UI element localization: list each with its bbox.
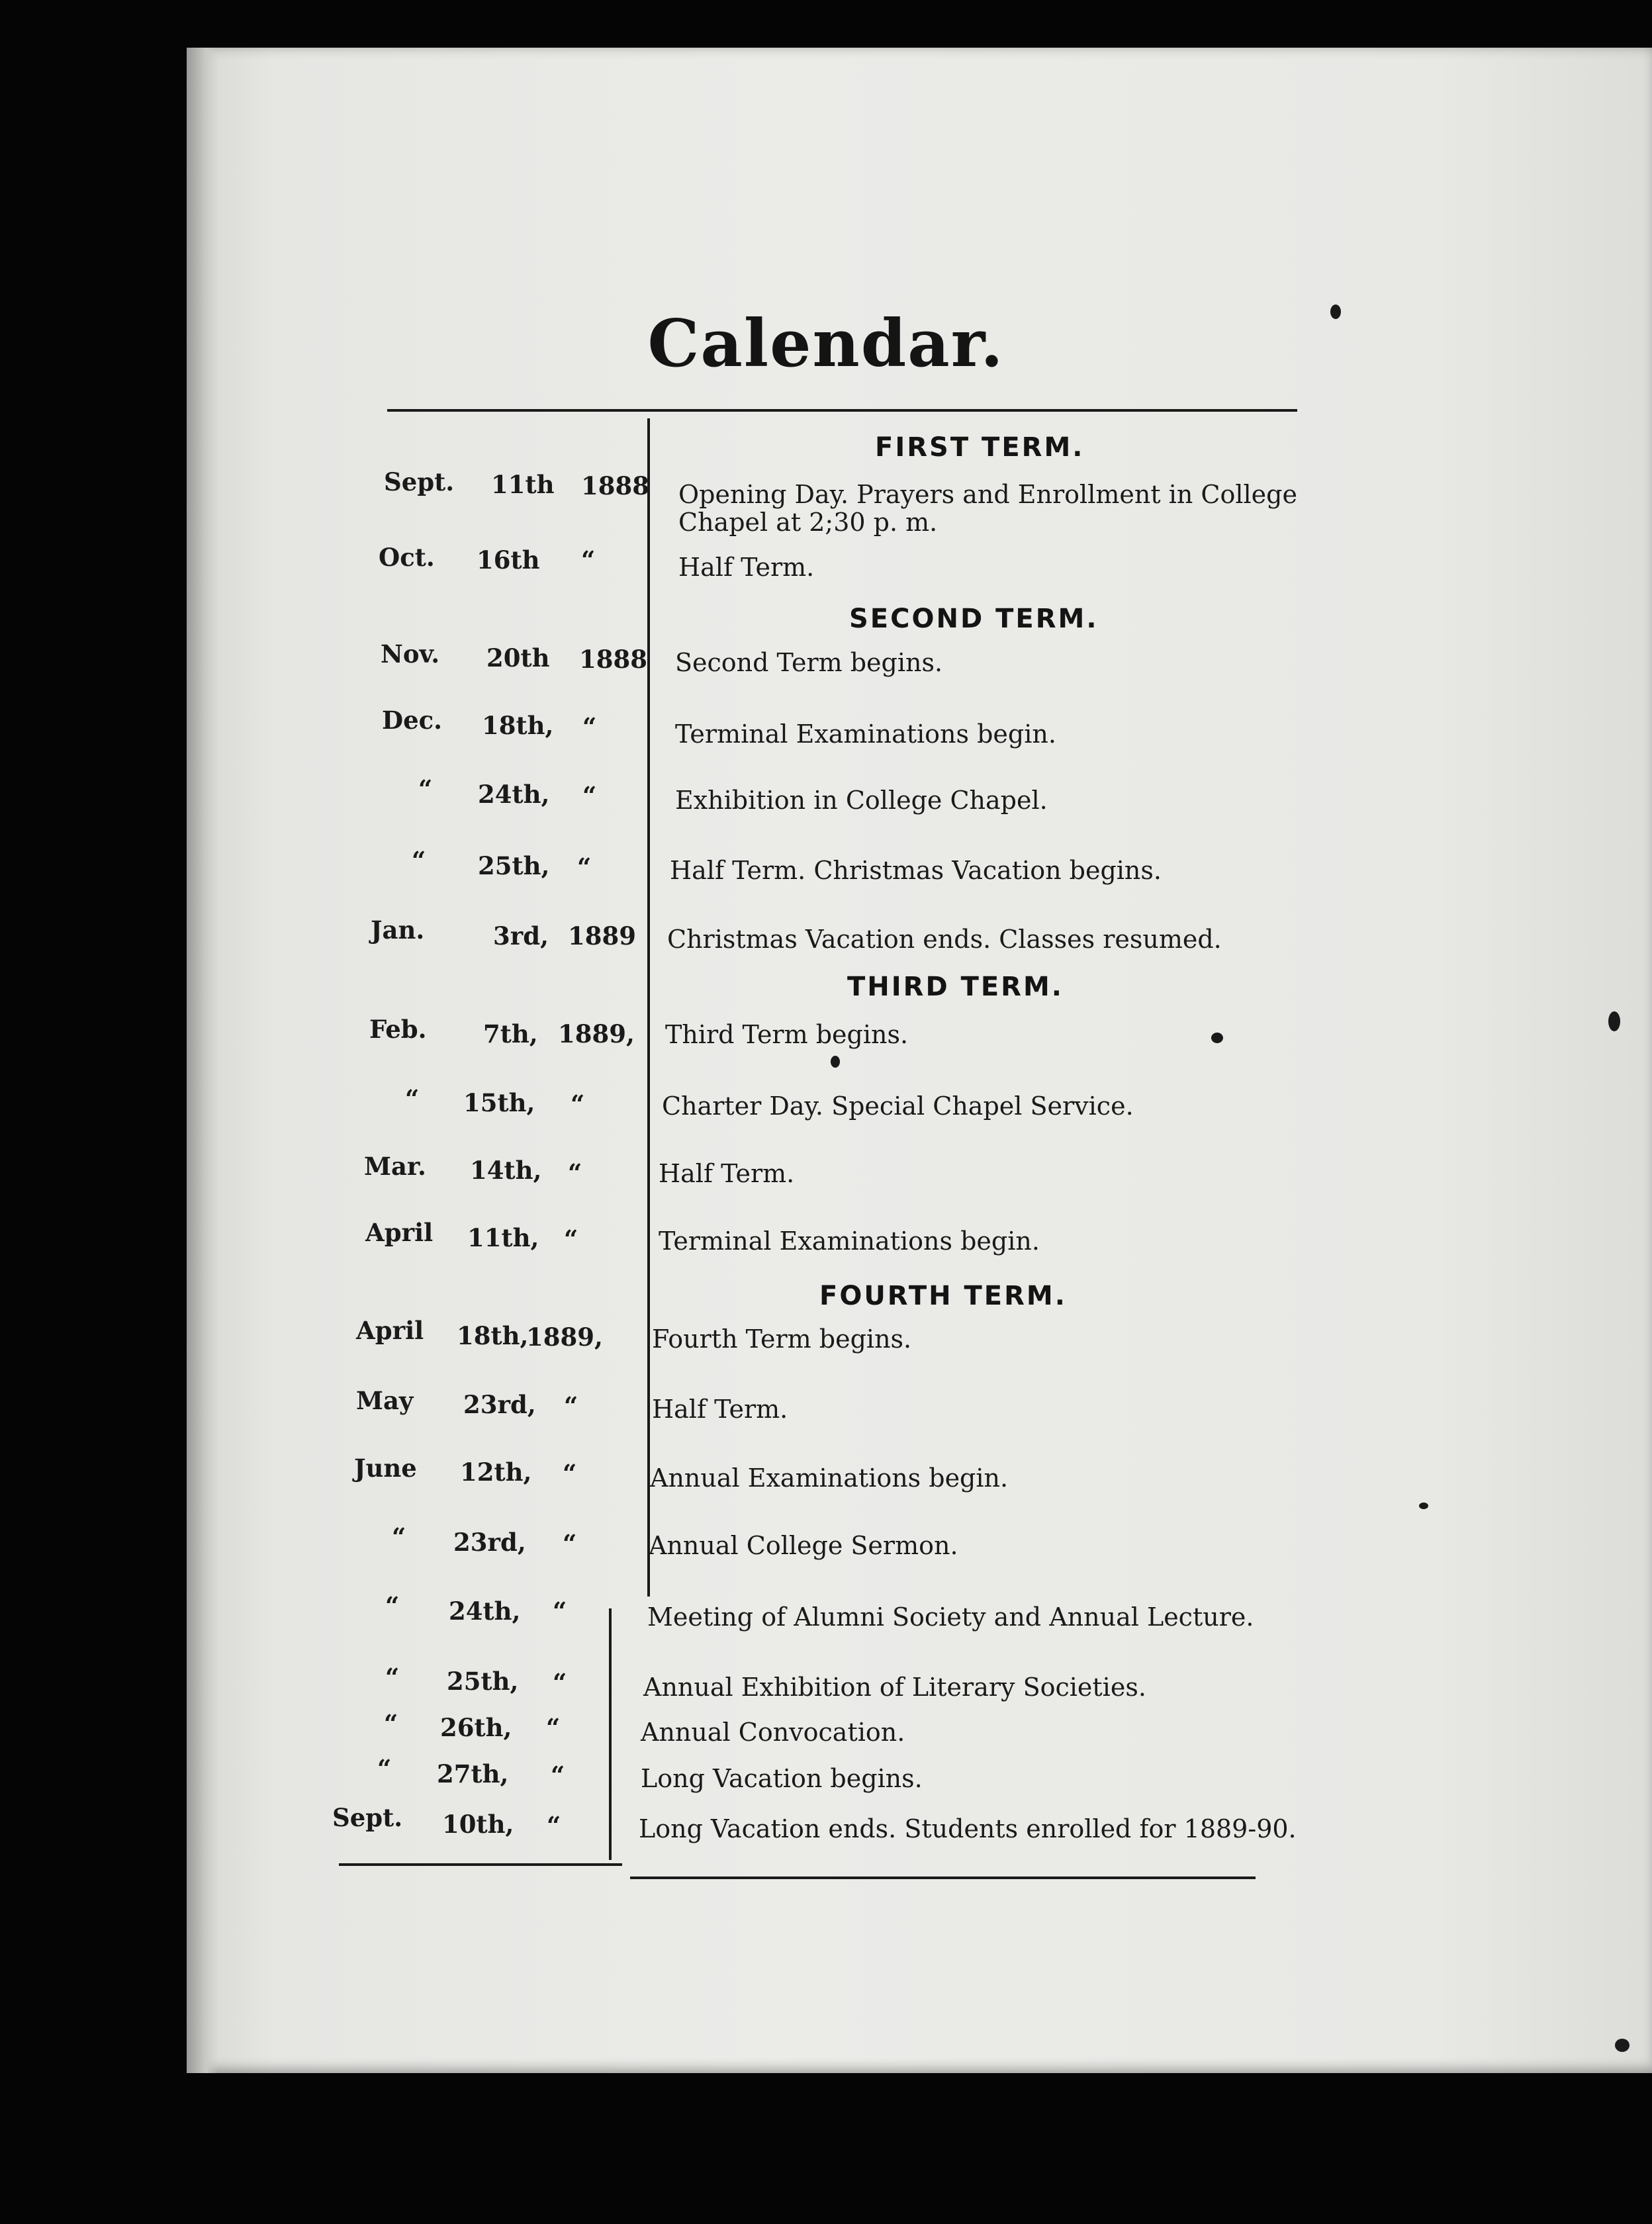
row-day: 25th,: [478, 851, 550, 880]
column-divider-lower: [609, 1608, 612, 1860]
row-month: April: [365, 1218, 434, 1247]
row-day: 7th,: [483, 1019, 538, 1048]
row-month: Mar.: [364, 1152, 426, 1181]
row-year: “: [564, 1391, 578, 1420]
row-year: “: [568, 1158, 582, 1187]
row-month: “: [412, 846, 426, 875]
row-month: June: [354, 1454, 417, 1483]
row-month: Jan.: [371, 915, 425, 945]
row-day: 14th,: [470, 1156, 542, 1185]
row-month: Sept.: [332, 1803, 403, 1832]
row-day: 24th,: [449, 1597, 521, 1626]
scan-speck: [1608, 1011, 1620, 1031]
row-day: 12th,: [460, 1458, 532, 1487]
bottom-rule-right: [630, 1876, 1256, 1879]
row-year: “: [551, 1761, 565, 1790]
row-day: 20th: [486, 643, 550, 672]
row-month: “: [392, 1522, 406, 1552]
row-month: Nov.: [381, 639, 440, 669]
row-year: “: [564, 1225, 578, 1254]
row-month: “: [385, 1663, 400, 1692]
row-event: Exhibition in College Chapel.: [675, 786, 1048, 815]
term-heading-fourth: FOURTH TERM.: [819, 1281, 1067, 1311]
scan-speck: [1330, 304, 1341, 319]
row-event: Annual Convocation.: [641, 1718, 905, 1747]
row-day: 10th,: [442, 1810, 514, 1839]
row-event: Terminal Examinations begin.: [659, 1227, 1040, 1256]
row-day: 15th,: [463, 1088, 535, 1117]
row-event: Half Term.: [678, 553, 815, 582]
row-year: 1889: [568, 921, 636, 950]
row-event: Half Term.: [652, 1395, 788, 1424]
row-year: 1888: [579, 645, 647, 674]
row-event: Long Vacation begins.: [641, 1764, 923, 1793]
row-year: “: [553, 1597, 567, 1626]
bottom-rule-left: [339, 1863, 622, 1866]
row-year: 1889,: [558, 1019, 635, 1048]
row-month: “: [385, 1591, 400, 1620]
row-year: 1889,: [526, 1322, 603, 1352]
row-event: Meeting of Alumni Society and Annual Lecture.: [647, 1602, 1254, 1632]
row-event: Long Vacation ends. Students enrolled for 1889-90.: [639, 1814, 1297, 1843]
row-day: 16th: [477, 545, 540, 575]
row-day: 23rd,: [453, 1528, 526, 1557]
row-event: Charter Day. Special Chapel Service.: [662, 1091, 1134, 1121]
row-month: “: [377, 1754, 392, 1783]
row-month: “: [384, 1709, 398, 1738]
row-month: “: [405, 1084, 420, 1113]
scan-speck: [1211, 1033, 1223, 1043]
row-month: Dec.: [382, 706, 443, 735]
row-event: Half Term. Christmas Vacation begins.: [670, 856, 1162, 885]
row-day: 27th,: [437, 1759, 509, 1788]
top-rule: [387, 409, 1297, 412]
row-day: 24th,: [478, 780, 550, 809]
row-year: 1888: [581, 471, 649, 500]
scan-speck: [1419, 1503, 1428, 1509]
row-event: Annual Examinations begin.: [650, 1463, 1009, 1493]
row-year: “: [577, 853, 592, 882]
row-event: Annual Exhibition of Literary Societies.: [643, 1673, 1146, 1702]
row-year: “: [582, 712, 597, 741]
row-month: “: [418, 774, 433, 804]
row-year: “: [553, 1668, 567, 1697]
row-year: “: [571, 1089, 585, 1119]
row-event: Fourth Term begins.: [652, 1324, 912, 1354]
row-event: Second Term begins.: [675, 648, 943, 677]
row-event: Annual College Sermon.: [649, 1531, 958, 1560]
row-year: “: [546, 1713, 561, 1742]
row-day: 11th,: [467, 1223, 539, 1252]
row-year: “: [581, 545, 596, 575]
row-month: April: [356, 1316, 424, 1345]
row-event: Christmas Vacation ends. Classes resumed.: [667, 925, 1222, 954]
row-month: Feb.: [369, 1015, 427, 1044]
row-month: May: [356, 1386, 414, 1415]
row-day: 26th,: [440, 1713, 512, 1742]
scan-speck: [1615, 2039, 1629, 2052]
row-event: Opening Day. Prayers and Enrollment in College Chapel at 2;30 p. m.: [678, 480, 1297, 537]
term-heading-first: FIRST TERM.: [875, 432, 1085, 463]
row-month: Oct.: [379, 543, 435, 572]
term-heading-second: SECOND TERM.: [849, 604, 1099, 634]
column-divider: [647, 418, 650, 1597]
row-year: “: [547, 1811, 561, 1840]
scan-speck: [831, 1056, 840, 1068]
term-heading-third: THIRD TERM.: [847, 972, 1064, 1002]
row-day: 25th,: [447, 1667, 519, 1696]
page-title: Calendar.: [647, 306, 1005, 382]
row-month: Sept.: [384, 467, 455, 496]
row-event: Half Term.: [659, 1159, 795, 1188]
row-year: “: [563, 1529, 577, 1558]
row-day: 18th,: [482, 711, 554, 740]
row-day: 23rd,: [463, 1390, 536, 1419]
row-event: Terminal Examinations begin.: [675, 719, 1056, 749]
row-year: “: [563, 1459, 577, 1488]
row-day: 3rd,: [493, 921, 549, 950]
row-year: “: [582, 781, 597, 810]
row-day: 18th,: [457, 1321, 529, 1350]
row-event: Third Term begins.: [665, 1020, 909, 1049]
row-day: 11th: [491, 470, 555, 499]
